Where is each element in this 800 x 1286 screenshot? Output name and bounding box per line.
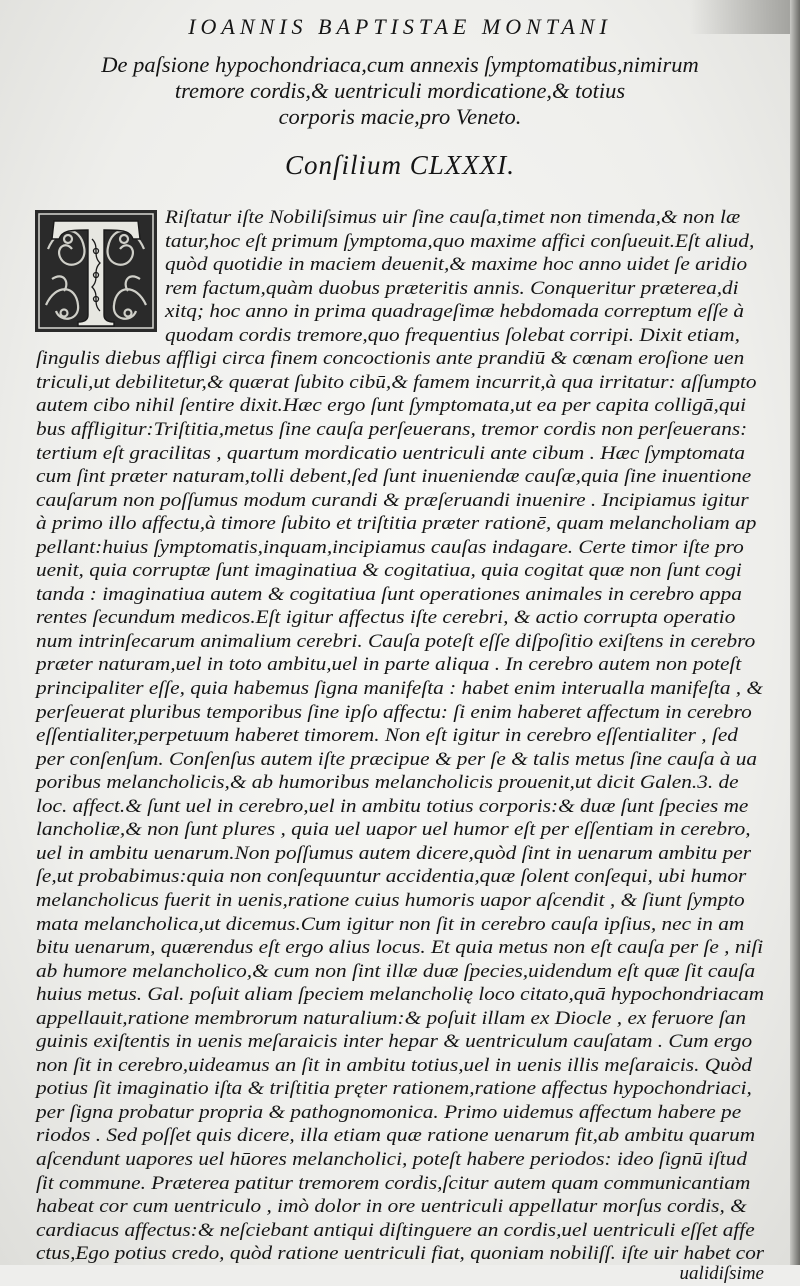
body-line <box>36 748 764 772</box>
heading-text: IOANNIS BAPTISTAE MONTANI <box>188 14 612 39</box>
text-line-content: per conſenſum. Conſenſus autem iſte præcipue & per ſe & talis metus ſine cauſa à ua <box>36 748 758 770</box>
body-line <box>36 818 764 842</box>
text-line-content: pellant:huius ſymptomatis,inquam,incipiamus cauſas indagare. Certe timor iſte pro <box>36 536 744 558</box>
body-line <box>36 842 764 866</box>
text-line-content: ſe,ut probabimus:quia non conſequuntur accidentia,quæ ſolent conſequi, ubi humor <box>36 866 747 888</box>
text-line-content: tertium eſt gracilitas , quartum mordicatio uentriculi ante cibum . Hæc ſymptomata <box>36 442 746 464</box>
body-line <box>36 983 764 1007</box>
body-line <box>36 371 764 395</box>
text-line-content: tanda : imaginatiua autem & cogitatiua ſunt operationes animales in cerebro appa <box>36 583 742 605</box>
body-line <box>36 536 764 560</box>
text-line-content: perſeuerat pluribus temporibus ſine ipſo affectu: ſi enim haberet affectum in cerebro <box>36 701 752 723</box>
text-line-content: præter naturam,uel in toto ambitu,uel in parte aliqua . In cerebro autem non poteſt <box>36 654 742 676</box>
text-line-content: cardiacus affectus:& neſciebant antiqui diſtinguere an cordis,uel uentriculi eſſet affe <box>36 1219 755 1241</box>
text-line-content: huius metus. Gal. poſuit aliam ſpeciem melancholię loco citato,quā hypochondriacam <box>36 984 765 1006</box>
text-line-content: triculi,ut debilitetur,& quærat ſubito cibū,& famem incurrit,à qua irritatur: aſſumpto <box>36 371 757 393</box>
body-line <box>36 418 764 442</box>
text-line-content: rentes ſecundum medicos.Eſt igitur affectus iſte cerebri, & actio corrupta operatio <box>36 607 736 629</box>
catchword-text: ualidiſsime <box>679 1262 764 1284</box>
text-line-content: num intrinſecarum animalium cerebri. Cauſa poteſt eſſe diſpoſitio exiſtens in cerebro <box>36 630 756 652</box>
text-line-content: xitq; hoc anno in prima quadrageſimæ hebdomada correptum eſſe à <box>165 301 745 323</box>
text-line-content: uenit, quia corruptæ ſunt imaginatiua & cogitatiua, quia cogitat quæ non ſunt cogi <box>36 560 742 582</box>
text-line-content: potius ſit imaginatio iſta & triſtitia pręter rationem,ratione affectus hypochondriaci, <box>36 1078 752 1100</box>
title-line <box>30 104 770 130</box>
body-line <box>36 442 764 466</box>
text-line-content: ſingulis diebus affligi circa finem concoctionis ante prandiū & cœnam eroſione uen <box>36 348 745 370</box>
heading-text: De paſsione hypochondriaca,cum annexis ſymptomatibus,nimirum <box>101 52 699 77</box>
text-line-content: à primo illo affectu,à timore ſubito et triſtitia præter rationē, quam melancholiam ap <box>36 513 757 535</box>
catchword <box>660 1262 764 1286</box>
text-line-content: ab humore melancholico,& cum non ſint illæ duæ ſpecies,uidendum eſt quæ ſit cauſa <box>36 960 756 982</box>
text-line-content: cauſarum non poſſumus modum curandi & præſeruandi inuenire . Incipiamus igitur <box>36 489 749 511</box>
text-line-content: bitu uenarum, quærendus eſt ergo alius locus. Et quia metus non eſt cauſa per ſe , niſi <box>36 937 764 959</box>
body-line <box>36 559 764 583</box>
text-line-content: autem cibo nihil ſentire dixit.Hæc ergo ſunt ſymptomata,ut ea per capita colligā,qui <box>36 395 747 417</box>
title-line <box>30 78 770 104</box>
text-line-content: lancholiæ,& non ſunt plures , quia uel uapor uel humor eſt per eſſentiam in cerebro, <box>36 819 751 841</box>
body-line-indented <box>165 230 764 254</box>
body-line <box>36 1124 764 1148</box>
body-line <box>36 701 764 725</box>
text-line-content: poribus melancholicis,& ab humoribus melancholicis prouenit,ut dicit Galen.3. de <box>36 772 739 794</box>
body-line <box>36 606 764 630</box>
text-line-content: loc. affect.& ſunt uel in cerebro,uel in ambitu totius corporis:& duæ ſunt ſpecies me <box>36 795 749 817</box>
text-line-content: quòd quotidie in maciem deuenit,& maxime hoc anno uidet ſe aridio <box>165 254 748 276</box>
text-line-content: Riſtatur iſte Nobiliſsimus uir ſine cauſa,timet non timenda,& non læ <box>165 207 741 228</box>
text-line-content: bus affligitur:Triſtitia,metus ſine cauſa perſeuerans, tremor cordis non perſeuerans: <box>36 418 748 440</box>
text-line-content: uel in ambitu uenarum.Non poſſumus autem dicere,quòd ſint in uenarum ambitu per <box>36 842 751 864</box>
chapter-title <box>30 52 770 130</box>
text-line-content: appellauit,ratione membrorum naturalium:& poſuit illam ex Diocle , ex feruore ſan <box>36 1007 747 1029</box>
decorated-initial-t <box>34 209 158 333</box>
body-line <box>36 1219 764 1243</box>
body-line <box>36 653 764 677</box>
body-line <box>36 512 764 536</box>
body-line <box>36 1242 764 1266</box>
heading-text: corporis macie,pro Veneto. <box>278 104 522 129</box>
text-line-content: principaliter eſſe, quia habemus ſigna manifeſta : habet enim interualla manifeſta , & <box>36 678 763 699</box>
text-line-content: mata melancholica,ut dicemus.Cum igitur non ſit in cerebro cauſa ipſius, nec in am <box>36 913 745 935</box>
text-line-content: tatur,hoc eſt primum ſymptoma,quo maxime affici conſueuit.Eſt aliud, <box>165 230 755 252</box>
text-line-content: aſcendunt uapores uel hūores melancholici, poteſt habere periodos: ideo ſignū iſtud <box>36 1149 747 1170</box>
body-line <box>36 1101 764 1125</box>
body-line-indented <box>165 277 764 301</box>
body-line <box>36 347 764 371</box>
body-line-indented <box>165 324 764 348</box>
body-line <box>36 865 764 889</box>
body-line <box>36 1030 764 1054</box>
body-line <box>36 1077 764 1101</box>
page-edge-shadow <box>790 0 800 1265</box>
body-line <box>36 489 764 513</box>
body-line-indented <box>165 206 764 230</box>
text-line-content: guinis exiſtentis in uenis meſaraicis inter hepar & uentriculum cauſatam . Cum ergo <box>36 1031 753 1053</box>
body-line <box>36 1148 764 1172</box>
body-line <box>36 394 764 418</box>
text-line-content: ſit commune. Præterea patitur tremorem cordis,ſcitur autem quam communicantiam <box>36 1172 751 1194</box>
body-line-indented <box>165 300 764 324</box>
running-head <box>0 14 800 40</box>
text-line-content: rem factum,quàm duobus præteritis annis. Conqueritur præterea,di <box>165 277 739 299</box>
heading-text: tremore cordis,& uentriculi mordicatione,& totius <box>174 78 626 103</box>
text-line-content: non ſit in cerebro,uideamus an ſit in ambitu totius,uel in uenis illis meſaraicis. Quòd <box>36 1054 753 1076</box>
body-line <box>36 889 764 913</box>
body-line <box>36 795 764 819</box>
body-line-indented <box>165 253 764 277</box>
heading-text: Conſilium CLXXXI. <box>284 150 515 180</box>
body-line <box>36 1195 764 1219</box>
text-line-content: habeat cor cum uentriculo , imò dolor in ore uentriculi appellatur morſus cordis, & <box>36 1196 747 1218</box>
text-line-content: eſſentialiter,perpetuum haberet timorem. Non eſt igitur in cerebro eſſentialiter , ſed <box>36 725 738 747</box>
body-line <box>36 630 764 654</box>
body-line <box>36 913 764 937</box>
text-line-content: per ſigna probatur propria & pathognomonica. Primo uidemus affectum habere pe <box>36 1101 742 1123</box>
text-line-content: cum ſint præter naturam,tolli debent,ſed ſunt inueniendæ cauſæ,quia ſine inuentione <box>36 466 752 488</box>
text-line-content: riodos . Sed poſſet quis dicere, illa etiam quæ ratione uenarum fit,ab ambitu quarum <box>36 1125 756 1147</box>
consilium-heading <box>0 150 800 181</box>
body-line <box>36 771 764 795</box>
body-line <box>36 1054 764 1078</box>
body-line <box>36 936 764 960</box>
body-line <box>36 1007 764 1031</box>
body-line <box>36 960 764 984</box>
text-line-content: melancholicus fuerit in uenis,ratione cuius humoris uapor aſcendit , & ſiunt ſympto <box>36 889 745 911</box>
text-line-content: quodam cordis tremore,quo frequentius ſolebat corripi. Dixit etiam, <box>165 324 740 346</box>
body-line <box>36 677 764 701</box>
body-line <box>36 724 764 748</box>
title-line <box>30 52 770 78</box>
body-line <box>36 1172 764 1196</box>
body-line <box>36 583 764 607</box>
body-line <box>36 465 764 489</box>
text-line-content: ctus,Ego potius credo, quòd ratione uentriculi fiat, quoniam nobiliſſ. iſte uir habet cor <box>36 1243 765 1265</box>
